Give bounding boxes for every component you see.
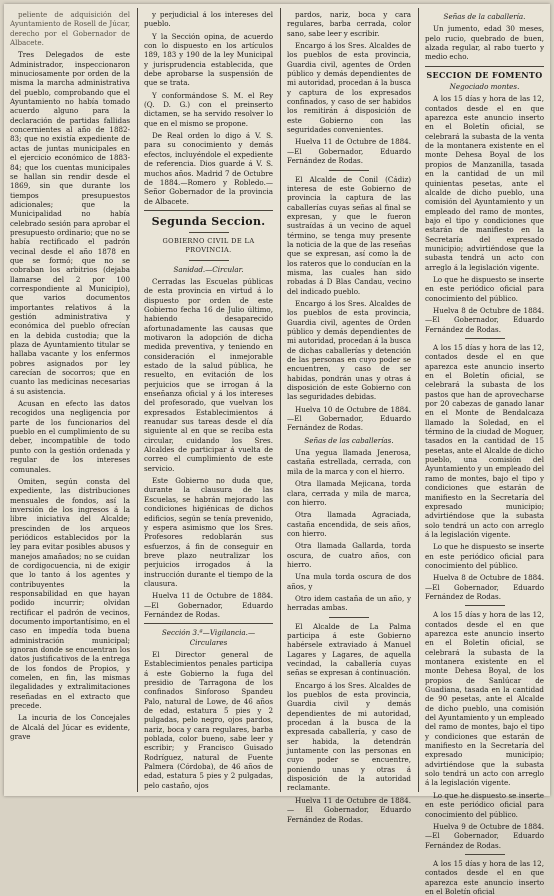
signature-line: Huelva 11 de Octubre de 1884. — El Gobernador, Eduardo Fernández de Rodas.: [287, 795, 411, 824]
paragraph: Cerradas las Escuelas públicas de esta provincia en virtud á lo dispuesto por orden de este Gobierno fecha 16 de Julio último, habiendo desaparecido afortunadamente las causas que motivaron la adopción de dicha medida preventiva, y teniendo en consideración el inmejorable estado de la salud pública, he resuelto, en evitación de los perjuicios que se irrogan á la enseñanza oficial y á los intereses del profesorado, que vuelvan los expresados Establecimientos á reanudar sus tareas desde el día siguiente al en que se reciba esta circular, cuidando los Sres. Alcaldes de participar á vuelta de correo el cumplimiento de este servicio.: [144, 276, 273, 473]
section-divider: [425, 66, 544, 67]
paragraph: Una mula torda oscura de dos años, y: [287, 572, 411, 591]
paragraph: Una yegua llamada Jenerosa, castaña estrellada, cerrada, con mila de la marca y con el hierro.: [287, 448, 411, 476]
section-title: SECCION DE FOMENTO: [426, 69, 543, 80]
paragraph: Otra llamada Gallarda, torda oscura, de cuatro años, con hierro.: [287, 541, 411, 569]
paragraph: Tres Delegados de este Administrador, inspeccionaron minuciosamente por orden de la misma la marcha administrativa del pueblo, comprobando que el Ayuntamiento no había tomado acuerdo alguno para la declaración de partidas fallidas concernientes al año de 1882-83; que no existía expediente de actas de juntas municipales en el ejercicio económico de 1883-84; que los cuentas municipales se hallan sin rendir desde el 1869, sin que durante los tiempos presupuestos adicionales; que la Municipalidad no había celebrado sesión para aprobar el presupuesto ordinario; que no se había rectificado el padrón vecinal desde el año 1878 en que se formó; que no se cobraban los arbitrios (dejaba llamarse del 2 por 100 correspondiente al Municipio), que varios documentos importantes relativos á la gestión administrativa y económica del pueblo ofrecían en la debida custodia; que la plaza de Ayuntamiento titular se hallaba vacante y los enfermos pobres asignados por ley carecían de socorros; que en cuanto las medicinas necesarias á su asistencia.: [10, 50, 130, 396]
paragraph: A los 15 días y hora de las 12, contados desde el en que aparezca este anuncio inserto en el Boletín oficial, se celebrará la subasta de la montanera existente en el monte Dehesa Boyal, de los propios de Sanlúcar de Guadiana, tasada en la cantidad de 90 pesetas, ante el Alcalde de dicho pueblo, una comisión del Ayuntamiento y un empleado del ramo de montes, bajo el tipo y condiciones que estarán de manifiesto en la Secretaría del expresado municipio; advirtiéndose que la subasta solo tendrá un acto con arreglo á la legislación vigente.: [425, 610, 544, 788]
divider: [465, 605, 505, 606]
section-divider: [144, 210, 273, 211]
column-1: [10, 10, 130, 790]
paragraph: pardos, nariz, boca y cara regulares, barba cerrada, color sano, sabe leer y escribir.: [287, 10, 411, 38]
column-rule: [280, 8, 281, 792]
divider: [189, 260, 229, 261]
divider: [329, 617, 369, 618]
paragraph: Y conformándose S. M. el Rey (Q. D. G.) con el preinserto dictamen, se ha servido resolver lo que en el mismo se propone.: [144, 90, 273, 128]
divider: [189, 232, 229, 233]
paragraph: Lo que he dispuesto se inserte en este periódico oficial para conocimiento del público.: [425, 790, 544, 819]
column-rule: [418, 8, 419, 792]
paragraph: Lo que he dispuesto se inserte en este periódico oficial para conocimiento del público.: [425, 542, 544, 570]
column-3: [287, 10, 411, 824]
paragraph: El Alcalde de La Palma participa á este Gobierno habérsele extraviado á Manuel Lagares y Lagares, de aquella vecindad, la caballería cuyas señas se expresan á continuación.: [287, 621, 411, 678]
signature-line: Huelva 8 de Octubre de 1884.—El Gobernador, Eduardo Fernández de Rodas.: [425, 305, 544, 334]
paragraph: De Real orden lo digo á V. S. para su conocimiento y demás efectos, incluyéndole el expediente de referencia. Dios guarde á V. S. muchos años. Madrid 7 de Octubre de 1884.—Romero y Robledo.—Señor Gobernador de la provincia de Albacete.: [144, 131, 273, 206]
paragraph: y perjudicial á los intereses del pueblo.: [144, 10, 273, 29]
column-rule: [137, 8, 138, 792]
signature-line: Huelva 9 de Octubre de 1884.—El Gobernador, Eduardo Fernández de Rodas.: [425, 821, 544, 850]
divider: [465, 854, 505, 855]
paragraph: Lo que he dispuesto se inserte en este periódico oficial para conocimiento del público.: [425, 274, 544, 303]
paragraph: La incuria de los Concejales de Alcalá del Júcar es evidente, grave: [10, 713, 130, 742]
paragraph: Encargo á los Sres. Alcaldes de los pueblos de esta provincia, Guardia civil y demás dependientes de mi autoridad, procedan á la busca de la expresada caballería, y caso de ser habida, la detendrán juntamente con las personas en cuyo poder se encuentre, poniendo unas y otras á disposición de la autoridad reclamante.: [287, 680, 411, 793]
signature-line: Huelva 10 de Octubre de 1884. —El Gobernador, Eduardo Fernández de Rodas.: [287, 404, 411, 433]
paragraph: peliente de adquisición del Ayuntamiento de Rosell de Júcar, derecho por el Gobernador de Albacete.: [10, 10, 130, 48]
paragraph: A los 15 días y hora de las 12, contados desde el en que aparezca este anuncio inserto en el Boletín oficial, se celebrará la subasta de la venta de la montanera existente en el monte Dehesa Boyal de los propios de Manzanilla, tasada en la cantidad de un mil quinientas pesetas, ante el alcalde de dicho pueblo, una comisión del Ayuntamiento y un empleado del ramo de montes, bajo el tipo y condiciones que estarán de manifiesto en la Secretaría del expresado municipio; advirtiéndose que la subasta tendrá un acto con arreglo á la legislación vigente.: [425, 94, 544, 272]
paragraph: Acusan en efecto las datos recogidos una negligencia por parte de los funcionarios del pueblo en el cumplimiento de su deber, incompatible de todo punto con la gestión ordenada y regular de los intereses comunales.: [10, 399, 130, 474]
divider: [465, 338, 505, 339]
paragraph: A los 15 días y hora de las 12, contados desde el en que aparezca este anuncio inserto en el Boletín oficial: [425, 858, 544, 896]
subheading: Señas de las caballerías.: [304, 435, 394, 445]
paragraph: Este Gobierno no duda que, durante la clausura de las Escuelas, se habrán mejorado las condiciones higiénicas de dichos edificios, según se tenía prevenido, y espera asimismo que los Sres. Profesores redoblarán sus esfuerzos, á fin de conseguir en breve plazo neutralizar los perjuicios irrogados á la instrucción durante el tiempo de la clausura.: [144, 476, 273, 588]
signature-line: Huelva 11 de Octubre de 1884. —El Gobernador, Eduardo Fernández de Rodas.: [144, 591, 273, 619]
paragraph: El Director general de Establecimientos penales participa á este Gobierno la fuga del presidio de Tarragona de los confinados Sinforoso Spandeu Palo, natural de Lowe, de 46 años de edad, estatura 5 pies y 2 pulgadas, pelo negro, ojos pardos, nariz, boca y cara regulares, barba poblada, color bueno, sabe leer y escribir; y Francisco Guisado Rodríguez, natural de Fuente Palmera (Córdoba), de 46 años de edad, estatura 5 pies y 2 pulgadas, pelo castaño, ojos: [144, 649, 273, 790]
paragraph: Omiten, según consta del expediente, las distribuciones mensuales de fondos, así la inversión de los ingresos á la libre iniciativa del Alcalde; prescinden de los arqueos periódicos establecidos por la ley para evitar posibles abusos y manejos amañados; no se cuidan de cordigocuencia, ni de exigir que lo tanto á los agentes y contribuyentes la responsabilidad en que hayan podido incurrir; olvidan rectificar el padrón de vecinos, documento importantísimo, en el caso en impedía toda buena administración municipal; ignoran donde se encuentran los datos justificativos de la entrega de los fondos de Propios, y comelen, en fin, las mismas ilegalidades y extralimitaciones reseñadas en el extracto que precede.: [10, 476, 130, 711]
paragraph: A los 15 días y hora de las 12, contados desde el en que aparezca este anuncio inserto en el Boletín oficial, se celebrará la subasta de los pastos que han de aprovecharse por 20 cabezas de ganado lanar en el Monte de Bendalcaza llamado la Soledad, en el término de la ciudad de Moguer, tasados en la cantidad de 15 pesetas, ante el Alcalde de dicho pueblo, una comisión del Ayuntamiento y un empleado del ramo de montes, bajo el tipo y condiciones que estarán de manifiesto en la Secretaría del expresado municipio; advirtiéndose que la subasta solo tendrá un acto con arreglo á la legislación vigente.: [425, 343, 544, 539]
column-2: [144, 10, 273, 790]
divider: [329, 170, 369, 171]
subheading: Señas de la caballería.: [443, 12, 526, 21]
paragraph: Otra llamada Agraciada, castaña encendida, de seis años, con hierro.: [287, 510, 411, 538]
section-subtitle: GOBIERNO CIVIL DE LA PROVINCIA.: [162, 236, 255, 255]
paragraph: Otro idem castaña de un año, y herradas ambas.: [287, 593, 411, 613]
signature-line: Huelva 11 de Octubre de 1884. —El Gobernador, Eduardo Fernández de Rodas.: [287, 137, 411, 166]
section-title: Segunda Seccion.: [151, 214, 266, 228]
paragraph: Encargo á los Sres. Alcaldes de los pueblos de esta provincia, Guardia civil, agentes de Orden público y demás dependientes de mi autoridad, procedan á la busca y captura de los expresados confinados, y caso de ser habidos los remitirán á disposición de este Gobierno con las seguridades convenientes.: [287, 41, 411, 135]
subheading: Negociado montes.: [449, 82, 520, 92]
paragraph: El Alcalde de Conil (Cádiz) interesa de este Gobierno de provincia la captura de las caballerías cuyas señas al final se expresan, y que le fueron sustraídas á un vecino de aquel término, se tenga muy presente la noticia de la que de las reseñas que se expresan, así como la de los rateros que lo conducían en la misma, las cuales han sido robadas á D Blas Candau, vecino del indicado pueblo.: [287, 174, 411, 296]
section-divider: [144, 623, 273, 624]
subheading: Sección 3.ª—Vigilancia.—Circulares: [161, 628, 256, 647]
signature-line: Huelva 8 de Octubre de 1884.—El Gobernador, Eduardo Fernández de Rodas.: [425, 573, 544, 601]
subheading: Sanidad.—Circular.: [173, 264, 244, 274]
paragraph: Y la Sección opina, de acuerdo con lo dispuesto en los artículos 189, 183 y 190 de la ley Municipal y jurisprudencia establecida, que debe aprobarse la suspensión de que se trata.: [144, 31, 273, 88]
column-4: [425, 10, 544, 896]
paragraph: Otra llamada Mejicana, torda clara, cerrada y mila de marca, con hierro.: [287, 479, 411, 507]
newspaper-page: [4, 4, 550, 896]
paragraph: Encargo á los Sres. Alcaldes de los pueblos de esta provincia, Guardia civil, agentes de Orden público y demás dependientes de mi autoridad, procedan á la busca de dichas caballerías y detención de las personas en cuyo poder se encuentren, y caso de ser habidas, pondrán unas y otras á disposición de este Gobierno con las seguridades debidas.: [287, 298, 411, 402]
paragraph: Un jumento, edad 30 meses, pelo rucio, quebrado de buen, alzada regular, al rabo tuerto y medio echo.: [425, 24, 544, 62]
